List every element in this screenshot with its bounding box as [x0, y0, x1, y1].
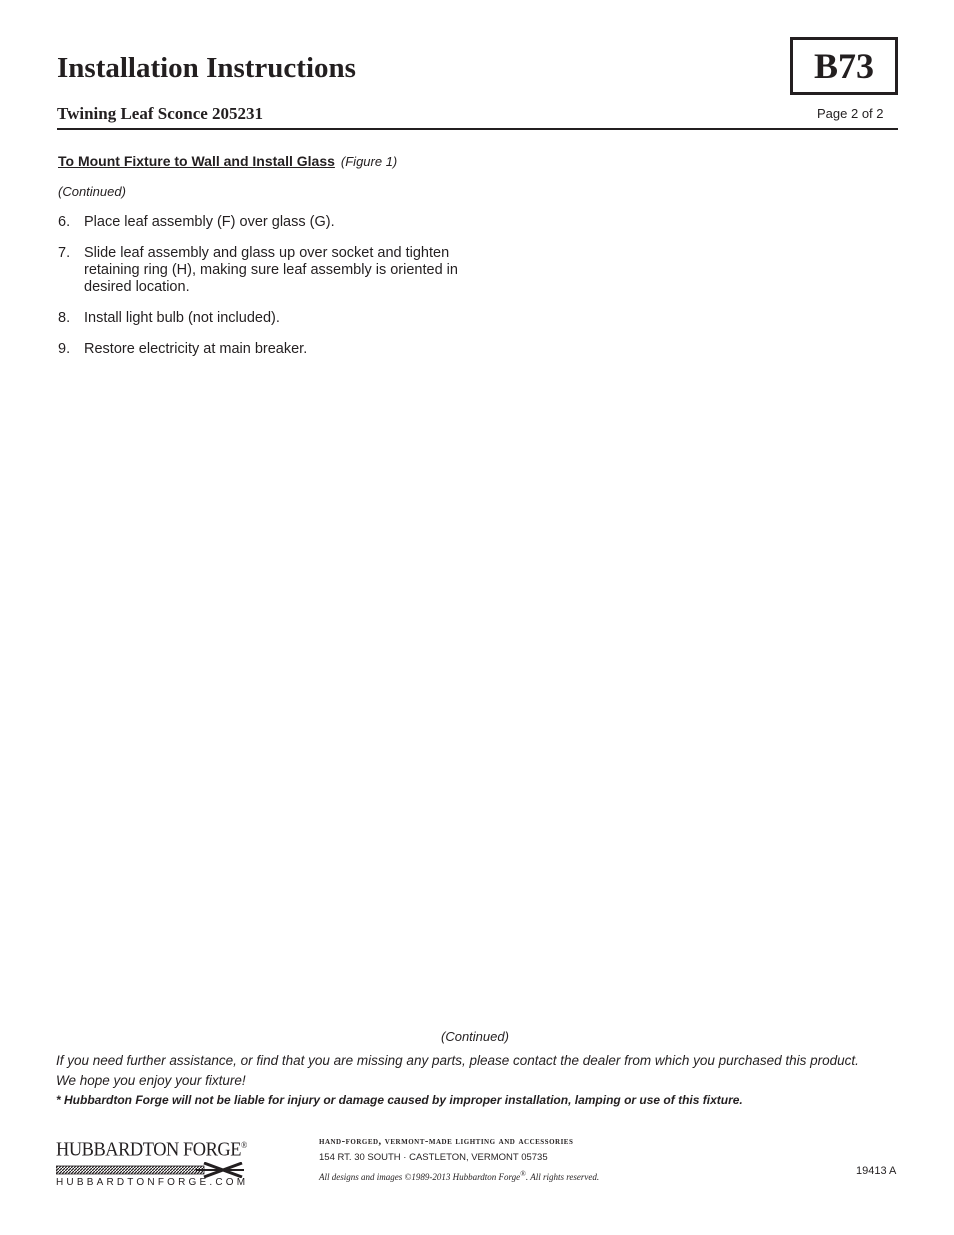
- step-number: 9.: [58, 341, 71, 357]
- step-text: Install light bulb (not included).: [84, 310, 280, 326]
- step-text: Slide leaf assembly and glass up over socket and tighten retaining ring (H), making sure leaf assembly is oriented in desired location.: [84, 245, 458, 295]
- step-text: Restore electricity at main breaker.: [84, 341, 308, 357]
- logo-wordmark: [56, 1134, 247, 1161]
- assistance-line: If you need further assistance, or find that you are missing any parts, please contact the dealer from which you purchased this product.: [56, 1053, 859, 1068]
- copyright-registered-mark: ®: [520, 1169, 526, 1178]
- page-title: Installation Instructions: [57, 52, 356, 84]
- section-heading: [58, 152, 397, 171]
- copyright-text: All designs and images ©1989-2013 Hubbardton Forge: [319, 1172, 521, 1182]
- website-link[interactable]: HUBBARDTONFORGE.COM: [56, 1177, 249, 1188]
- logo-wordmark-text: HUBBARDTON FORGE: [56, 1138, 242, 1161]
- liability-disclaimer: * Hubbardton Forge will not be liable for injury or damage caused by improper installation, lamping or use of this fixture.: [56, 1093, 743, 1107]
- document-code-box: B73: [790, 37, 898, 95]
- company-tagline: hand-forged, vermont-made lighting and accessories: [319, 1136, 574, 1147]
- step-number: 7.: [58, 245, 71, 261]
- document-revision-code: 19413 A: [856, 1165, 897, 1177]
- step-item: [58, 341, 498, 358]
- figure-reference: (Figure 1): [340, 154, 398, 169]
- step-text: Place leaf assembly (F) over glass (G).: [84, 214, 335, 230]
- company-address: 154 RT. 30 SOUTH · CASTLETON, VERMONT 05735: [319, 1152, 548, 1163]
- step-item: [58, 245, 498, 296]
- section-heading-text: To Mount Fixture to Wall and Install Glass: [58, 153, 335, 169]
- assistance-note: [56, 1051, 906, 1091]
- copyright-notice: [319, 1168, 599, 1183]
- header-divider: [57, 128, 898, 130]
- step-item: [58, 214, 498, 231]
- continued-label-top: (Continued): [58, 184, 126, 199]
- assistance-line: We hope you enjoy your fixture!: [56, 1073, 246, 1088]
- product-subtitle: Twining Leaf Sconce 205231: [57, 104, 264, 123]
- page-number: Page 2 of 2: [817, 106, 884, 121]
- forged-bar-icon: [56, 1162, 244, 1178]
- instruction-steps: [58, 214, 498, 372]
- continued-label-bottom: (Continued): [441, 1029, 509, 1044]
- brand-logo: [56, 1134, 246, 1178]
- step-number: 6.: [58, 214, 71, 230]
- step-number: 8.: [58, 310, 71, 326]
- step-item: [58, 310, 498, 327]
- logo-registered-mark: ®: [241, 1140, 247, 1150]
- copyright-suffix: . All rights reserved.: [525, 1172, 600, 1182]
